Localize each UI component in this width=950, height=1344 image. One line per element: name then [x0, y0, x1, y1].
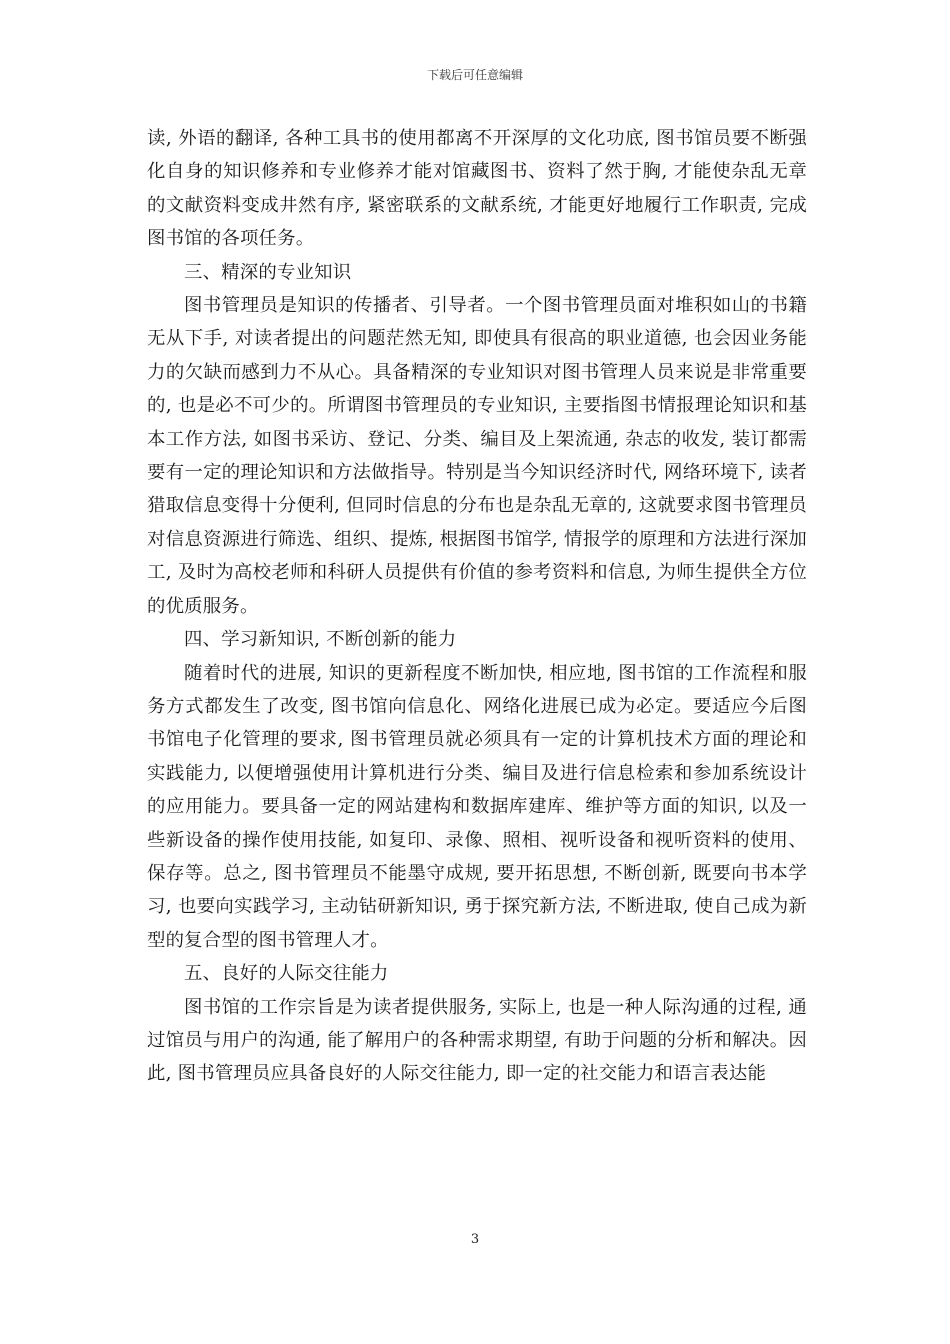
section-heading-5: 五、良好的人际交往能力 — [184, 963, 389, 985]
paragraph-professional-knowledge: 图书管理员是知识的传播者、引导者。一个图书管理员面对堆积如山的书籍无从下手, 对读者提出的问题茫然无知, 即使具有很高的职业道德, 也会因业务能力的欠缺而感到力不从心。具备精深的专业知识对图书管理人员来说是非常重要的, 也是必不可少的。所谓图书管理员的专业知识, 主要指图书情报理论知识和基本工作方法, 如图书采访、登记、分类、编目及上架流通, 杂志的收发, 装订都需要有一定的理论知识和方法做指导。特别是当今知识经济时代, 网络环境下, 读者猎取信息变得十分便利, 但同时信息的分布也是杂乱无章的, 这就要求图书管理员对信息资源进行筛选、组织、提炼, 根据图书馆学, 情报学的原理和方法进行深加工, 及时为高校老师和科研人员提供有价值的参考资料和信息, 为师生提供全方位的优质服务。 — [147, 295, 807, 617]
document-body — [147, 122, 807, 1091]
paragraph-interpersonal-skills: 图书馆的工作宗旨是为读者提供服务, 实际上, 也是一种人际沟通的过程, 通过馆员与用户的沟通, 能了解用户的各种需求期望, 有助于问题的分析和解决。因此, 图书管理员应具备良好的人际交往能力, 即一定的社交能力和语言表达能 — [147, 996, 807, 1085]
page-number: 3 — [470, 1232, 480, 1247]
page-header: 下载后可任意编辑 — [426, 68, 523, 82]
section-heading-3: 三、精深的专业知识 — [184, 261, 352, 283]
paragraph-learning-innovation: 随着时代的进展, 知识的更新程度不断加快, 相应地, 图书馆的工作流程和服务方式都发生了改变, 图书馆向信息化、网络化进展已成为必定。要适应今后图书馆电子化管理的要求, 图书管理员就必须具有一定的计算机技术方面的理论和实践能力, 以便增强使用计算机进行分类、编目及进行信息检索和参加系统设计的应用能力。要具备一定的网站建构和数据库建库、维护等方面的知识, 以及一些新设备的操作使用技能, 如复印、录像、照相、视听设备和视听资料的使用、保存等。总之, 图书管理员不能墨守成规, 要开拓思想, 不断创新, 既要向书本学习, 也要向实践学习, 主动钻研新知识, 勇于探究新方法, 不断进取, 使自己成为新型的复合型的图书管理人才。 — [147, 662, 807, 951]
section-heading-4: 四、学习新知识, 不断创新的能力 — [184, 629, 457, 651]
paragraph-continuation: 读, 外语的翻译, 各种工具书的使用都离不开深厚的文化功底, 图书馆员要不断强化自身的知识修养和专业修养才能对馆藏图书、资料了然于胸, 才能使杂乱无章的文献资料变成井然有序, 紧密联系的文献系统, 才能更好地履行工作职责, 完成图书馆的各项任务。 — [147, 128, 807, 250]
